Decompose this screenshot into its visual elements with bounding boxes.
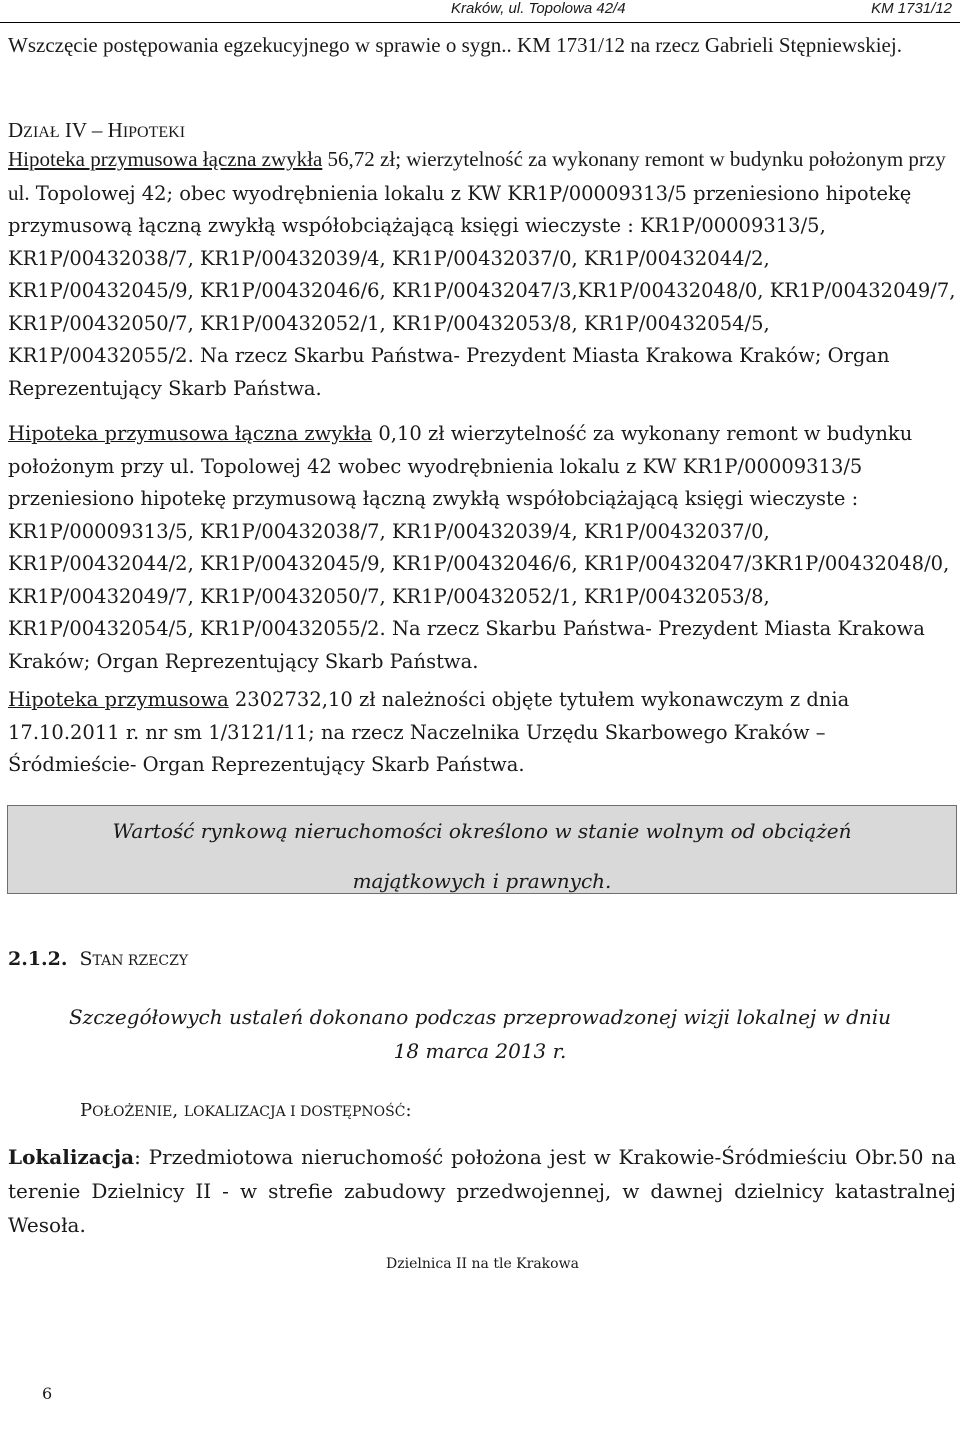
mortgage-entry-title: Hipoteka przymusowa łączna zwykła xyxy=(8,422,373,445)
inspection-note-date: 18 marca 2013 r. xyxy=(393,1039,567,1063)
location-paragraph xyxy=(8,1140,956,1242)
mortgage-entry-title: Hipoteka przymusowa xyxy=(8,688,229,711)
section-heading-part: D xyxy=(8,118,24,142)
mortgage-entry xyxy=(8,684,956,782)
market-value-note xyxy=(8,806,956,906)
inspection-note xyxy=(60,1000,900,1068)
section-heading-part: IV – H xyxy=(59,118,123,142)
page-number: 6 xyxy=(42,1384,53,1403)
inspection-note-line: Szczegółowych ustaleń dokonano podczas przeprowadzonej wizji lokalnej w dniu xyxy=(68,1005,892,1029)
market-value-note-box xyxy=(7,805,957,894)
figure-caption: Dzielnica II na tle Krakowa xyxy=(386,1256,579,1272)
market-value-note-line: Wartość rynkową nieruchomości określono w stanie wolnym od obciążeń xyxy=(112,819,852,843)
location-heading-part: OŁOŻENIE xyxy=(92,1104,173,1120)
subsection-title-part: TAN RZECZY xyxy=(92,953,189,969)
subsection-title-part: S xyxy=(79,948,93,970)
location-heading xyxy=(80,1100,412,1121)
header-address: Kraków, ul. Topolowa 42/4 xyxy=(451,0,626,17)
mortgage-entry-text: 0,10 zł wierzytelność za wykonany remont w budynku położonym przy ul. Topolowej 42 wobec wyodrębnienia lokalu z KW KR1P/00009313/5 przeniesiono hipotekę przymusową łączną zwykłą współobciążającą księgi wieczyste : KR1P/00009313/5, KR1P/00432038/7, KR1P/00432039/4, KR1P/00432037/0, KR1P/00432044/2, KR1P/00432045/9, KR1P/00432046/6, KR1P/00432047/3KR1P/00432048/0, KR1P/00432049/7, KR1P/00432050/7, KR1P/00432052/1, KR1P/00432053/8, KR1P/00432054/5, KR1P/00432055/2. Na rzecz Skarbu Państwa- Prezydent Miasta Krakowa Kraków; Organ Reprezentujący Skarb Państwa. xyxy=(8,422,950,673)
mortgage-entry-text: 56,72 zł; wierzytelność za wykonany remont w budynku położonym przy ul. xyxy=(8,147,946,205)
location-label: Lokalizacja xyxy=(8,1145,135,1169)
section-heading-part: ZIAŁ xyxy=(23,124,60,141)
location-heading-part: LOKALIZACJA I DOSTĘPNOŚĆ xyxy=(183,1104,406,1120)
mortgage-entry xyxy=(8,143,956,405)
section-heading-part: IPOTEKI xyxy=(122,124,186,141)
location-description: : Przedmiotowa nieruchomość położona jest w Krakowie-Śródmieściu Obr.50 na terenie Dzielnicy II - w strefie zabudowy przedwojennej, w dawnej dzielnicy katastralnej Wesoła. xyxy=(8,1145,956,1237)
intro-paragraph: Wszczęcie postępowania egzekucyjnego w sprawie o sygn.. KM 1731/12 na rzecz Gabrieli Stępniewskiej. xyxy=(8,33,902,57)
market-value-note-line: majątkowych i prawnych. xyxy=(352,869,612,893)
location-heading-part: : xyxy=(405,1100,412,1121)
location-heading-part: P xyxy=(80,1100,93,1121)
mortgage-entry xyxy=(8,418,956,678)
subsection-heading xyxy=(8,948,188,970)
section-heading xyxy=(8,118,185,143)
location-heading-part: , xyxy=(172,1100,184,1121)
mortgage-entry-title: Hipoteka przymusowa łączna zwykła xyxy=(8,147,323,171)
header-case-number: KM 1731/12 xyxy=(871,0,952,17)
running-header xyxy=(0,0,960,23)
mortgage-entry-text: Topolowej 42; obec wyodrębnienia lokalu z KW KR1P/00009313/5 przeniesiono hipotekę przymusową łączną zwykłą współobciążającą księgi wieczyste : KR1P/00009313/5, KR1P/00432038/7, KR1P/00432039/4, KR1P/00432037/0, KR1P/00432044/2, KR1P/00432045/9, KR1P/00432046/6, KR1P/00432047/3,KR1P/00432048/0, KR1P/00432049/7, KR1P/00432050/7, KR1P/00432052/1, KR1P/00432053/8, KR1P/00432054/5, KR1P/00432055/2. Na rzecz Skarbu Państwa- Prezydent Miasta Krakowa Kraków; Organ Reprezentujący Skarb Państwa. xyxy=(8,181,956,400)
mortgage-entry-text: 2302732,10 zł należności objęte tytułem wykonawczym z dnia 17.10.2011 r. nr sm 1/3121/11; na rzecz Naczelnika Urzędu Skarbowego Kraków – Śródmieście- Organ Reprezentujący Skarb Państwa. xyxy=(8,688,850,776)
subsection-number: 2.1.2. xyxy=(8,948,68,970)
